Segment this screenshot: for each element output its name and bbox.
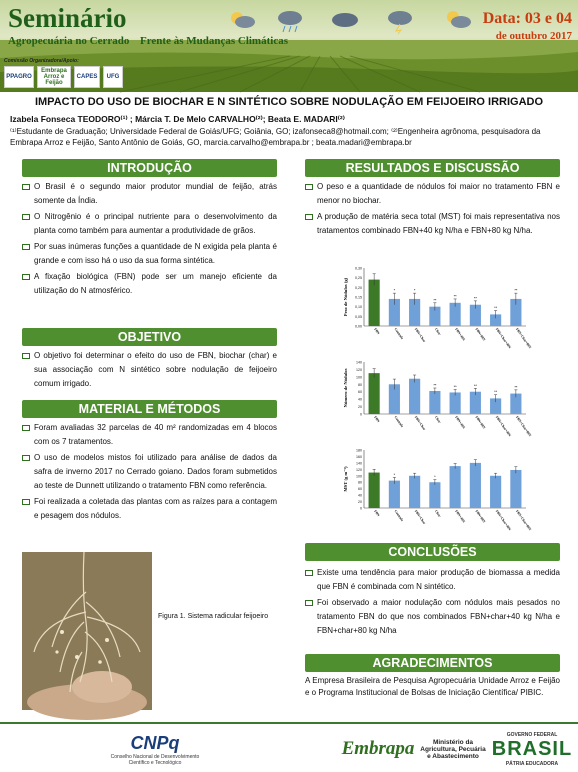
x-tick-label: Controle <box>393 415 405 429</box>
figure-caption: Figura 1. Sistema radicular feijoeiro <box>158 613 269 620</box>
x-tick-label: FBN+Char+80N <box>515 415 533 438</box>
bar <box>490 476 501 508</box>
ufg-logo: UFG <box>103 66 123 88</box>
x-tick-label: FBN <box>373 327 381 336</box>
methods-body <box>22 421 277 525</box>
x-tick-label: FBN+80N <box>474 509 487 524</box>
intro-body <box>22 180 277 300</box>
x-tick-label: FBN <box>373 415 381 424</box>
significance-mark: ** <box>453 383 457 389</box>
conclusions-body <box>305 566 560 640</box>
seminar-subtitle-right: Frente às Mudanças Climáticas <box>140 35 288 47</box>
brasil-word: BRASIL <box>491 737 573 760</box>
results-body <box>305 180 560 240</box>
bar <box>429 391 440 414</box>
x-tick-label: FBN+80N <box>474 415 487 430</box>
x-tick-label: FBN+80N <box>474 327 487 342</box>
x-tick-label: Controle <box>393 509 405 523</box>
bar <box>409 379 420 414</box>
y-tick-label: 180 <box>356 448 362 453</box>
x-tick-label: FBN+Char+40N <box>494 509 512 532</box>
methods-bullet: Foram avaliadas 32 parcelas de 40 m² randomizadas em 4 blocos com os 7 tratamentos. <box>22 421 277 449</box>
ppagro-logo: PPAGRO <box>4 66 34 88</box>
intro-bullet: A fixação biológica (FBN) pode ser um manejo eficiente da utilização do N atmosférico. <box>22 270 277 298</box>
y-tick-label: 60 <box>358 390 362 395</box>
y-tick-label: 60 <box>358 487 362 492</box>
objective-heading: OBJETIVO <box>22 328 277 346</box>
x-tick-label: FBN+Char+80N <box>515 327 533 350</box>
bar <box>429 482 440 508</box>
bar <box>369 280 380 326</box>
intro-heading: INTRODUÇÃO <box>22 159 277 177</box>
y-tick-label: 160 <box>356 454 362 459</box>
cnpq-name: CNPq <box>130 732 180 753</box>
significance-mark: ** <box>473 382 477 388</box>
significance-mark: ** <box>494 305 498 311</box>
rain-cloud-icon <box>278 11 302 32</box>
intro-bullet: O Brasil é o segundo maior produtor mundial de feijão, atrás somente da Índia. <box>22 180 277 208</box>
x-tick-label: Char <box>434 327 442 336</box>
y-tick-label: 100 <box>356 375 362 380</box>
weather-icons <box>225 6 485 34</box>
x-tick-label: FBN+Char+40N <box>494 327 512 350</box>
organizers-label: Comissão Organizadora/Apoio: <box>4 58 79 64</box>
significance-mark: * <box>434 474 436 480</box>
significance-mark: ** <box>473 295 477 301</box>
x-tick-label: FBN+Char <box>413 327 427 343</box>
x-tick-label: Controle <box>393 327 405 341</box>
conclusions-bullet: Existe uma tendência para maior produção de biomassa a medida que FBN é combinada com N sintético. <box>305 566 560 594</box>
cnpq-subtitle: Conselho Nacional de Desenvolvimento Científico e Tecnológico <box>110 753 200 766</box>
brasil-logo <box>488 728 576 770</box>
bar <box>409 476 420 508</box>
results-bullet: O peso e a quantidade de nódulos foi maior no tratamento FBN e menor no biochar. <box>305 180 560 208</box>
y-tick-label: 20 <box>358 405 362 410</box>
event-date: Data: 03 e 04 <box>482 10 572 27</box>
conclusions-bullet: Foi observado a maior nodulação com nódulos mais pesados no tratamento FBN do que nos combinados FBN+char+40 kg N/ha e FBN+char+80 kg N/ha <box>305 596 560 638</box>
bar <box>470 463 481 508</box>
significance-mark: * <box>413 287 416 293</box>
banner <box>0 0 578 92</box>
y-tick-label: 0,30 <box>355 266 362 271</box>
significance-mark: ** <box>433 382 437 388</box>
cloud-icon <box>332 13 358 27</box>
x-tick-label: FBN+Char <box>413 415 427 431</box>
methods-heading: MATERIAL E MÉTODOS <box>22 400 277 418</box>
bar <box>470 392 481 414</box>
objective-body <box>22 349 277 393</box>
intro-bullet: O Nitrogênio é o principal nutriente para o desenvolvimento da planta como também para aumentar a produtividade de grãos. <box>22 210 277 238</box>
x-tick-label: FBN+40N <box>454 327 466 342</box>
y-tick-label: 0,00 <box>355 324 362 329</box>
bar <box>389 481 400 508</box>
thanks-heading: AGRADECIMENTOS <box>305 654 560 672</box>
y-tick-label: 0,15 <box>355 295 362 300</box>
significance-mark: ** <box>514 384 518 390</box>
significance-mark: * <box>393 287 396 293</box>
bar <box>510 470 521 508</box>
significance-mark: * <box>393 471 396 477</box>
y-tick-label: 120 <box>356 467 362 472</box>
y-tick-label: 0 <box>360 506 362 511</box>
embrapa-logo: Embrapa Arroz e Feijão <box>37 66 71 88</box>
y-axis-label: Peso de Nódulos (g) <box>343 277 348 317</box>
nodule-count-chart <box>340 358 533 440</box>
ministry-label: Ministério da Agricultura, Pecuária e Abastecimento <box>420 738 486 760</box>
seminar-subtitle-left: Agropecuária no Cerrado <box>8 35 130 47</box>
y-tick-label: 80 <box>358 382 362 387</box>
conclusions-heading: CONCLUSÕES <box>305 543 560 561</box>
gov-bottom: PÁTRIA EDUCADORA <box>505 760 559 767</box>
seminar-title: Seminário <box>8 3 127 33</box>
dry-matter-chart <box>340 446 533 534</box>
cnpq-logo <box>90 728 220 770</box>
gov-top: GOVERNO FEDERAL <box>506 731 558 738</box>
y-tick-label: 0,25 <box>355 276 362 281</box>
sun-cloud-icon <box>231 12 255 28</box>
results-bullet: A produção de matéria seca total (MST) foi mais representativa nos tratamentos combinado FBN+40 kg N/ha e FBN+80 kg N/ha. <box>305 210 560 238</box>
significance-mark: ** <box>514 287 518 293</box>
event-date-month: de outubro 2017 <box>495 30 572 42</box>
significance-mark: ** <box>453 293 457 299</box>
y-tick-label: 0 <box>360 412 362 417</box>
x-tick-label: FBN+40N <box>454 415 466 430</box>
y-axis-label: Número de Nódulos <box>343 368 348 408</box>
y-tick-label: 140 <box>356 360 362 365</box>
paper-title: IMPACTO DO USO DE BIOCHAR E N SINTÉTICO SOBRE NODULAÇÃO EM FEIJOEIRO IRRIGADO <box>34 96 544 108</box>
affiliations: ⁽¹⁾Estudante de Graduação; Universidade Federal de Goiás/UFG; Goiânia, GO; izafonseca8@hotmail.com; ⁽²⁾Engenheira agrônoma, pesquisadora da Embrapa Arroz e Feijão, Santo Antônio de Goiás, GO, marcia.carvalho@embrapa.br ; beata.madari@embrapa.br <box>10 127 541 147</box>
y-tick-label: 20 <box>358 500 362 505</box>
intro-bullet: Por suas inúmeras funções a quantidade de N exigida pela planta é grande e com isso há o uso da sua forma sintética. <box>22 240 277 268</box>
significance-mark: ** <box>433 297 437 303</box>
x-tick-label: Char <box>434 509 442 518</box>
root-system-photo <box>22 552 152 710</box>
storm-cloud-icon <box>388 11 412 34</box>
y-tick-label: 0,05 <box>355 314 362 319</box>
embrapa-footer-logo: Embrapa <box>341 738 415 759</box>
y-tick-label: 100 <box>356 474 362 479</box>
methods-bullet: Foi realizada a coletada das plantas com as raízes para a contagem e pesagem dos nódulos. <box>22 495 277 523</box>
methods-bullet: O uso de modelos mistos foi utilizado para análise de dados da safra de inverno 2017 no Cerrado goiano. Dados foram submetidos ao teste de Dunnett utilizando o tratamento FBN como referência. <box>22 451 277 493</box>
sun-cloud-icon <box>447 11 471 28</box>
y-tick-label: 40 <box>358 493 362 498</box>
thanks-body: A Empresa Brasileira de Pesquisa Agropecuária Unidade Arroz e Feijão e o Programa Institucional de Bolsas de Iniciação Científica/ PIBIC. <box>305 676 560 697</box>
x-tick-label: FBN+Char+40N <box>494 415 512 438</box>
nodule-weight-chart <box>340 264 533 352</box>
bar <box>369 473 380 508</box>
y-tick-label: 120 <box>356 367 362 372</box>
x-tick-label: FBN+40N <box>454 509 466 524</box>
y-axis-label: MST (g m⁻²) <box>343 466 348 492</box>
y-tick-label: 140 <box>356 461 362 466</box>
objective-bullet: O objetivo foi determinar o efeito do uso de FBN, biochar (char) e sua associação com N sintético sobre nodulação de feijoeiro comum irrigado. <box>22 349 277 391</box>
y-tick-label: 80 <box>358 480 362 485</box>
x-tick-label: FBN <box>373 509 381 518</box>
x-tick-label: Char <box>434 415 442 424</box>
bar <box>450 466 461 508</box>
capes-logo: CAPES <box>74 66 100 88</box>
y-tick-label: 0,10 <box>355 305 362 310</box>
x-tick-label: FBN+Char+80N <box>515 509 533 532</box>
bar <box>369 373 380 414</box>
authors: Izabela Fonseca TEODORO⁽¹⁾ ; Márcia T. De Melo CARVALHO⁽²⁾; Beata E. MADARI⁽²⁾ <box>10 114 345 124</box>
footer <box>0 722 578 772</box>
y-tick-label: 0,20 <box>355 285 362 290</box>
bar <box>450 392 461 414</box>
x-tick-label: FBN+Char <box>413 509 427 525</box>
results-heading: RESULTADOS E DISCUSSÃO <box>305 159 560 177</box>
y-tick-label: 40 <box>358 397 362 402</box>
significance-mark: ** <box>494 389 498 395</box>
